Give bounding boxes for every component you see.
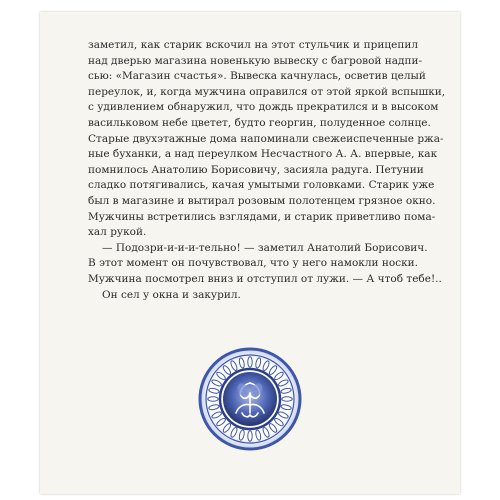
text-line: васильковом небе цветет, будто георгин, полуденное солнце. bbox=[88, 116, 431, 129]
text-line: хал рукой. bbox=[88, 226, 147, 239]
medallion-petal bbox=[248, 431, 252, 441]
medallion-petal bbox=[282, 397, 292, 401]
text-line: над дверью магазина новенькую вывеску с багровой надпи- bbox=[88, 54, 422, 67]
text-line: сью: «Магазин счастья». Вывеска качнулась, осветив целый bbox=[88, 70, 426, 83]
text-line: Мужчины встретились взглядами, и старик приветливо пома- bbox=[88, 210, 436, 223]
body-text bbox=[88, 38, 446, 303]
medallion-petal bbox=[248, 357, 252, 367]
text-line: переулок, и, когда мужчина оправился от этой яркой вспышки, bbox=[88, 85, 446, 98]
text-line: ные буханки, а над переулком Несчастного А. А. впервые, как bbox=[88, 148, 438, 161]
text-line: Мужчина посмотрел вниз и отступил от лужи. — А чтоб тебе!.. bbox=[88, 272, 442, 285]
decorative-medallion bbox=[198, 347, 302, 451]
book-page bbox=[40, 12, 460, 494]
text-line: Старые двухэтажные дома напоминали свежеиспеченные ржа- bbox=[88, 132, 444, 145]
medallion-petal bbox=[208, 397, 218, 401]
text-line: — Подозри-и-и-и-тельно! — заметил Анатолий Борисович. bbox=[102, 241, 428, 254]
text-line: был в магазине и вытирал розовым полотенцем грязное окно. bbox=[88, 194, 436, 207]
text-line: заметил, как старик вскочил на этот стульчик и прицепил bbox=[88, 39, 418, 51]
text-line: с удивлением обнаружил, что дождь прекратился и в высоком bbox=[88, 101, 439, 114]
text-line: помнилось Анатолию Борисовичу, засияла радуга. Петунии bbox=[88, 163, 424, 176]
text-line: сладко потягивались, качая умытыми головками. Старик уже bbox=[88, 179, 435, 192]
text-line: Он сел у окна и закурил. bbox=[102, 288, 241, 301]
text-line: В этот момент он почувствовал, что у него намокли носки. bbox=[88, 257, 418, 270]
